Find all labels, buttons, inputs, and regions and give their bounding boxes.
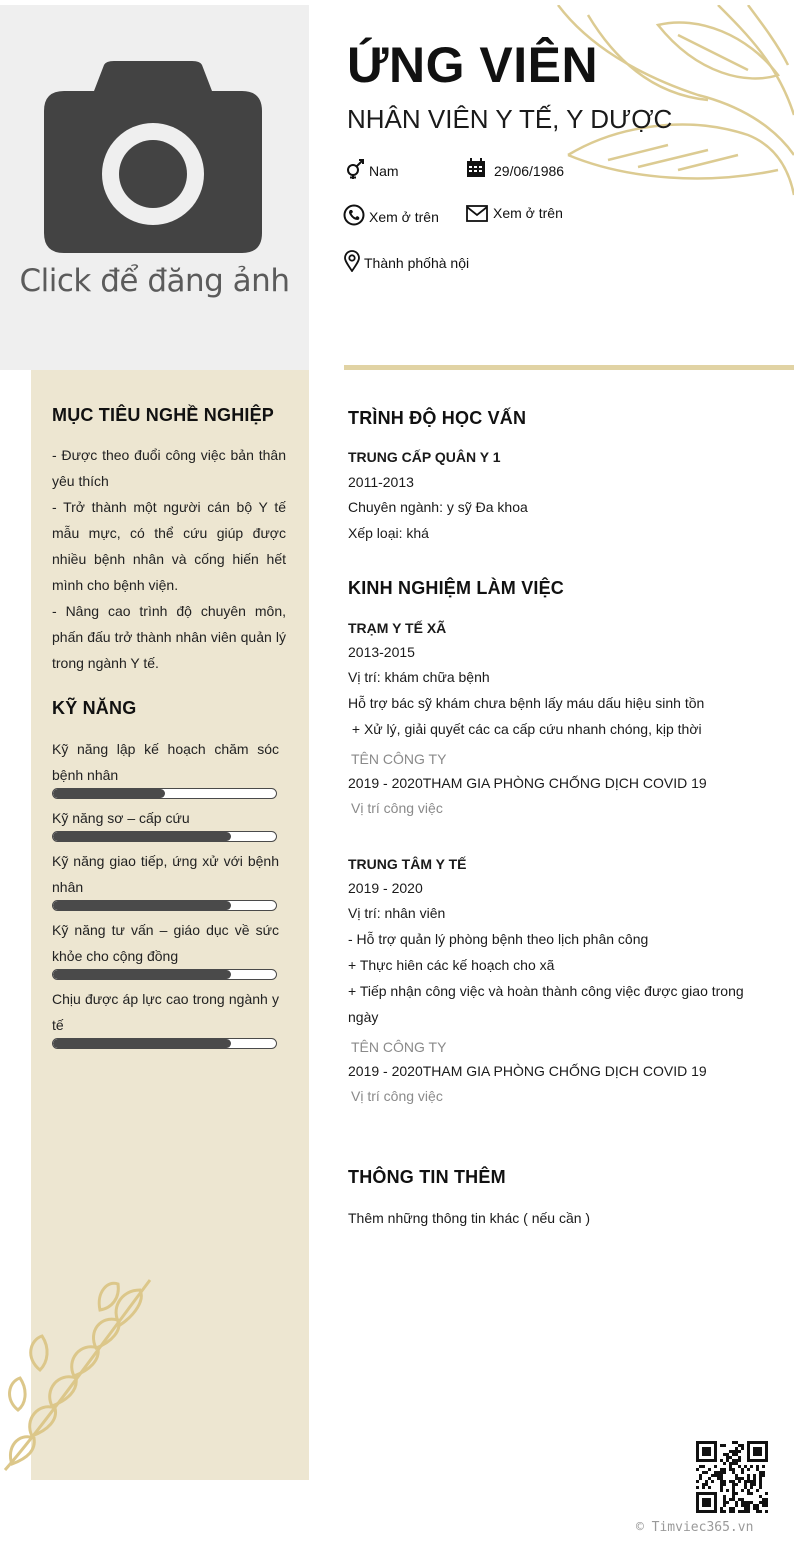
qr-module <box>696 1468 699 1471</box>
qr-module <box>765 1504 768 1507</box>
qr-module <box>720 1489 723 1492</box>
qr-module <box>744 1486 747 1489</box>
qr-module <box>753 1480 756 1483</box>
qr-module <box>744 1501 747 1504</box>
qr-module <box>750 1501 753 1504</box>
qr-module <box>744 1465 747 1468</box>
qr-module <box>735 1459 738 1462</box>
qr-module <box>747 1504 750 1507</box>
qr-module <box>753 1477 756 1480</box>
qr-module <box>720 1510 723 1513</box>
qr-module <box>759 1474 762 1477</box>
qr-module <box>696 1480 699 1483</box>
skill-bar <box>52 900 277 911</box>
qr-module <box>735 1474 738 1477</box>
qr-module <box>729 1450 732 1453</box>
qr-module <box>756 1489 759 1492</box>
address-field <box>343 250 503 274</box>
qr-module <box>738 1480 741 1483</box>
skill-bar <box>52 969 277 980</box>
skill-bar <box>52 831 277 842</box>
qr-module <box>765 1501 768 1504</box>
qr-module <box>723 1495 726 1498</box>
qr-module <box>720 1483 723 1486</box>
job-line: - Hỗ trợ quản lý phòng bệnh theo lịch phân công <box>348 931 649 947</box>
role-placeholder[interactable]: Vị trí công việc <box>351 800 443 816</box>
additional-title: THÔNG TIN THÊM <box>348 1167 506 1187</box>
qr-module <box>753 1483 756 1486</box>
qr-module <box>726 1456 729 1459</box>
qr-module <box>750 1483 753 1486</box>
qr-module <box>720 1468 723 1471</box>
qr-module <box>747 1510 750 1513</box>
address-value: Thành phốhà nội <box>364 255 470 271</box>
qr-module <box>762 1465 765 1468</box>
qr-module <box>741 1471 744 1474</box>
education-grade: Xếp loại: khá <box>348 525 429 541</box>
skill-name: Kỹ năng lập kế hoạch chăm sóc bệnh nhân <box>52 741 279 783</box>
qr-module <box>741 1498 744 1501</box>
qr-module <box>759 1495 762 1498</box>
qr-module <box>747 1468 750 1471</box>
qr-module <box>702 1486 705 1489</box>
calendar-icon <box>466 158 486 178</box>
qr-module <box>765 1492 768 1495</box>
qr-code <box>696 1441 768 1513</box>
job-years: 2013-2015 <box>348 644 415 660</box>
qr-module <box>735 1504 738 1507</box>
education-school: TRUNG CẤP QUÂN Y 1 <box>348 449 501 465</box>
skill-bar-fill <box>53 832 231 841</box>
qr-module <box>720 1444 723 1447</box>
job-company: TRẠM Y TẾ XÃ <box>348 620 447 636</box>
qr-module <box>702 1483 705 1486</box>
qr-module <box>711 1480 714 1483</box>
skill-name: Kỹ năng giao tiếp, ứng xử với bệnh nhân <box>52 853 279 895</box>
qr-module <box>720 1486 723 1489</box>
envelope-icon <box>466 205 488 222</box>
qr-module <box>702 1471 705 1474</box>
upload-caption: Click để đăng ảnh <box>19 263 290 299</box>
qr-module <box>723 1468 726 1471</box>
qr-module <box>723 1453 726 1456</box>
qr-module <box>729 1462 732 1465</box>
qr-module <box>750 1480 753 1483</box>
qr-module <box>726 1453 729 1456</box>
qr-module <box>738 1510 741 1513</box>
job-line: Vị trí: khám chữa bệnh <box>348 669 490 685</box>
qr-module <box>735 1441 738 1444</box>
job-line: Vị trí: nhân viên <box>348 905 446 921</box>
qr-module <box>765 1498 768 1501</box>
objective-line: - Trở thành một người cán bộ Y tế mẫu mực, có thể cứu giúp được nhiều bệnh nhân và cống hiến hết mình cho bệnh viện. <box>52 499 286 593</box>
qr-module <box>723 1504 726 1507</box>
qr-module <box>738 1465 741 1468</box>
qr-module <box>744 1510 747 1513</box>
leaf-decoration-bottom <box>0 1270 160 1480</box>
job-years: 2019 - 2020 <box>348 880 423 896</box>
qr-module <box>729 1468 732 1471</box>
qr-module <box>744 1504 747 1507</box>
job-line: + Thực hiên các kế hoạch cho xã <box>348 957 555 973</box>
qr-module <box>735 1492 738 1495</box>
qr-module <box>747 1474 750 1477</box>
education-title: TRÌNH ĐỘ HỌC VẤN <box>348 408 527 428</box>
qr-module <box>729 1465 732 1468</box>
qr-module <box>744 1483 747 1486</box>
qr-module <box>750 1465 753 1468</box>
copyright: © Timviec365.vn <box>636 1520 754 1535</box>
skills-title: KỸ NĂNG <box>52 698 137 718</box>
qr-module <box>699 1474 702 1477</box>
qr-module <box>759 1483 762 1486</box>
qr-module <box>723 1462 726 1465</box>
qr-module <box>759 1486 762 1489</box>
qr-module <box>699 1465 702 1468</box>
phone-value: Xem ở trên <box>369 209 439 225</box>
qr-module <box>717 1471 720 1474</box>
skill-bar <box>52 1038 277 1049</box>
qr-module <box>732 1495 735 1498</box>
qr-module <box>756 1465 759 1468</box>
qr-module <box>732 1441 735 1444</box>
qr-module <box>732 1480 735 1483</box>
qr-module <box>720 1459 723 1462</box>
skill-name: Chịu được áp lực cao trong ngành y tế <box>52 991 279 1033</box>
qr-module <box>753 1507 756 1510</box>
objective-text <box>52 442 286 676</box>
job-activity: 2019 - 2020THAM GIA PHÒNG CHỐNG DỊCH COVID 19 <box>348 1063 707 1079</box>
qr-module <box>735 1477 738 1480</box>
qr-module <box>702 1447 711 1456</box>
experience-title: KINH NGHIỆM LÀM VIỆC <box>348 578 565 598</box>
qr-module <box>717 1474 720 1477</box>
qr-module <box>732 1468 735 1471</box>
email-value: Xem ở trên <box>493 205 563 221</box>
qr-module <box>747 1489 750 1492</box>
qr-module <box>762 1471 765 1474</box>
qr-module <box>738 1444 741 1447</box>
birthday-value: 29/06/1986 <box>494 163 565 179</box>
qr-module <box>732 1453 735 1456</box>
qr-module <box>747 1480 750 1483</box>
qr-module <box>702 1465 705 1468</box>
qr-module <box>747 1492 750 1495</box>
qr-module <box>762 1474 765 1477</box>
gender-field <box>343 158 453 182</box>
candidate-name: ỨNG VIÊN <box>347 37 599 93</box>
qr-module <box>741 1510 744 1513</box>
qr-module <box>726 1459 729 1462</box>
skill-bar-fill <box>53 901 231 910</box>
qr-module <box>750 1486 753 1489</box>
qr-module <box>747 1501 750 1504</box>
qr-module <box>732 1489 735 1492</box>
skill-bar-fill <box>53 1039 231 1048</box>
qr-module <box>741 1444 744 1447</box>
skill-name: Kỹ năng sơ – cấp cứu <box>52 810 190 826</box>
objective-title: MỤC TIÊU NGHỀ NGHIỆP <box>52 405 275 425</box>
qr-module <box>756 1510 759 1513</box>
qr-module <box>741 1489 744 1492</box>
education-years: 2011-2013 <box>348 474 414 490</box>
qr-module <box>723 1444 726 1447</box>
qr-module <box>762 1504 765 1507</box>
company-placeholder[interactable]: TÊN CÔNG TY <box>351 1039 447 1055</box>
phone-field <box>343 204 453 228</box>
qr-module <box>714 1474 717 1477</box>
qr-module <box>738 1459 741 1462</box>
qr-module <box>726 1489 729 1492</box>
job-line: ngày <box>348 1009 379 1025</box>
qr-module <box>714 1465 717 1468</box>
qr-module <box>732 1492 735 1495</box>
qr-module <box>732 1483 735 1486</box>
qr-module <box>759 1480 762 1483</box>
qr-module <box>741 1501 744 1504</box>
qr-module <box>735 1462 738 1465</box>
qr-module <box>732 1507 735 1510</box>
skill-bar-fill <box>53 789 165 798</box>
skill-bar <box>52 788 277 799</box>
qr-module <box>705 1471 708 1474</box>
qr-module <box>750 1492 753 1495</box>
qr-module <box>699 1477 702 1480</box>
qr-module <box>723 1501 726 1504</box>
qr-module <box>753 1474 756 1477</box>
gender-icon <box>344 158 366 180</box>
qr-module <box>735 1483 738 1486</box>
qr-module <box>732 1471 735 1474</box>
job-activity: 2019 - 2020THAM GIA PHÒNG CHỐNG DỊCH COVID 19 <box>348 775 707 791</box>
qr-module <box>738 1498 741 1501</box>
job-line: + Tiếp nhận công việc và hoàn thành công việc được giao trong <box>348 983 744 999</box>
role-placeholder[interactable]: Vị trí công việc <box>351 1088 443 1104</box>
qr-module <box>765 1510 768 1513</box>
qr-module <box>723 1480 726 1483</box>
camera-icon <box>44 61 262 253</box>
job-line: + Xử lý, giải quyết các ca cấp cứu nhanh chóng, kịp thời <box>348 721 702 737</box>
qr-module <box>756 1507 759 1510</box>
qr-module <box>729 1456 732 1459</box>
qr-module <box>762 1501 765 1504</box>
location-pin-icon <box>343 250 361 272</box>
qr-module <box>759 1501 762 1504</box>
qr-module <box>711 1474 714 1477</box>
qr-module <box>696 1486 699 1489</box>
qr-module <box>732 1462 735 1465</box>
qr-module <box>759 1471 762 1474</box>
qr-module <box>759 1510 762 1513</box>
company-placeholder[interactable]: TÊN CÔNG TY <box>351 751 447 767</box>
qr-module <box>756 1468 759 1471</box>
qr-module <box>753 1447 762 1456</box>
qr-module <box>747 1507 750 1510</box>
qr-module <box>741 1447 744 1450</box>
qr-module <box>720 1507 723 1510</box>
qr-module <box>762 1498 765 1501</box>
qr-module <box>708 1468 711 1471</box>
qr-module <box>738 1450 741 1453</box>
qr-module <box>714 1471 717 1474</box>
qr-module <box>720 1471 723 1474</box>
qr-module <box>735 1450 738 1453</box>
qr-module <box>744 1480 747 1483</box>
qr-module <box>738 1456 741 1459</box>
qr-module <box>735 1447 738 1450</box>
qr-module <box>732 1450 735 1453</box>
qr-module <box>729 1510 732 1513</box>
job-company: TRUNG TÂM Y TẾ <box>348 856 467 872</box>
phone-icon <box>343 204 365 226</box>
qr-module <box>729 1480 732 1483</box>
qr-module <box>732 1486 735 1489</box>
qr-module <box>741 1477 744 1480</box>
qr-module <box>732 1510 735 1513</box>
qr-module <box>741 1468 744 1471</box>
qr-module <box>744 1507 747 1510</box>
qr-module <box>708 1477 711 1480</box>
skill-bar-fill <box>53 970 231 979</box>
qr-module <box>717 1477 720 1480</box>
skill-name: Kỹ năng tư vấn – giáo dục về sức khỏe cho cộng đồng <box>52 922 279 964</box>
qr-module <box>732 1459 735 1462</box>
qr-module <box>720 1480 723 1483</box>
header-divider <box>344 365 794 370</box>
birthday-field <box>466 158 596 182</box>
qr-module <box>723 1498 726 1501</box>
objective-line: - Nâng cao trình độ chuyên môn, phấn đấu trở thành nhân viên quản lý trong ngành Y tế. <box>52 603 286 671</box>
qr-module <box>705 1480 708 1483</box>
qr-module <box>720 1474 723 1477</box>
avatar-upload[interactable] <box>0 5 309 370</box>
qr-module <box>747 1477 750 1480</box>
qr-module <box>726 1501 729 1504</box>
job-position: NHÂN VIÊN Y TẾ, Y DƯỢC <box>347 104 673 134</box>
gender-value: Nam <box>369 163 399 179</box>
additional-text: Thêm những thông tin khác ( nếu cần ) <box>348 1210 591 1226</box>
qr-module <box>735 1501 738 1504</box>
qr-module <box>708 1486 711 1489</box>
qr-module <box>729 1507 732 1510</box>
education-major: Chuyên ngành: y sỹ Đa khoa <box>348 499 528 515</box>
objective-line: - Được theo đuổi công việc bản thân yêu thích <box>52 447 286 489</box>
qr-module <box>723 1471 726 1474</box>
qr-module <box>753 1504 756 1507</box>
email-field <box>466 204 596 228</box>
qr-module <box>705 1483 708 1486</box>
qr-module <box>759 1477 762 1480</box>
qr-module <box>723 1510 726 1513</box>
qr-module <box>732 1498 735 1501</box>
job-line: Hỗ trợ bác sỹ khám chưa bệnh lấy máu dấu hiệu sinh tồn <box>348 695 705 711</box>
qr-module <box>756 1504 759 1507</box>
qr-module <box>723 1483 726 1486</box>
qr-module <box>735 1453 738 1456</box>
qr-module <box>738 1477 741 1480</box>
qr-module <box>741 1504 744 1507</box>
qr-module <box>720 1477 723 1480</box>
qr-module <box>702 1498 711 1507</box>
qr-module <box>729 1498 732 1501</box>
